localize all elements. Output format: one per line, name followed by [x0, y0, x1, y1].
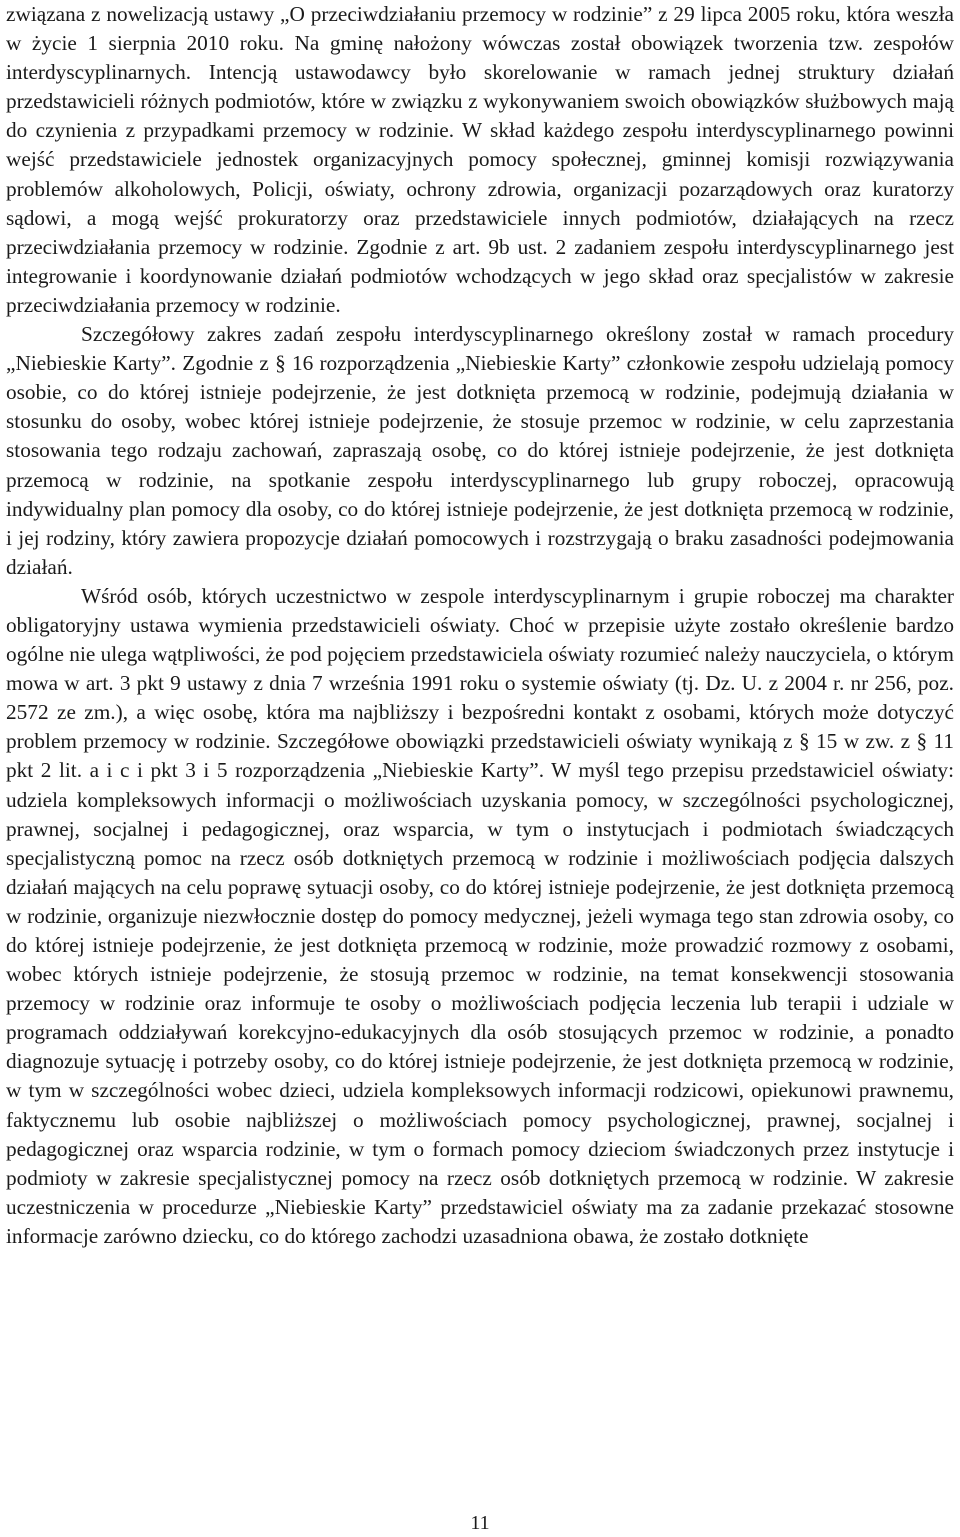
document-body: [6, 0, 954, 1251]
paragraph-1: związana z nowelizacją ustawy „O przeciwdziałaniu przemocy w rodzinie” z 29 lipca 2005 roku, która weszła w życie 1 sierpnia 2010 roku. Na gminę nałożony wówczas został obowiązek tworzenia tzw. zespołów interdyscyplinarnych. Intencją ustawodawcy było skorelowanie w ramach jednej struktury działań przedstawicieli różnych podmiotów, które w związku z wykonywaniem swoich obowiązków służbowych mają do czynienia z przypadkami przemocy w rodzinie. W skład każdego zespołu interdyscyplinarnego powinni wejść przedstawiciele jednostek organizacyjnych pomocy społecznej, gminnej komisji rozwiązywania problemów alkoholowych, Policji, oświaty, ochrony zdrowia, organizacji pozarządowych oraz kuratorzy sądowi, a mogą wejść prokuratorzy oraz przedstawiciele innych podmiotów, działających na rzecz przeciwdziałania przemocy w rodzinie. Zgodnie z art. 9b ust. 2 zadaniem zespołu interdyscyplinarnego jest integrowanie i koordynowanie działań podmiotów wchodzących w jego skład oraz specjalistów w zakresie przeciwdziałania przemocy w rodzinie.: [6, 2, 954, 317]
page-number: 11: [470, 1512, 490, 1534]
paragraph-3: Wśród osób, których uczestnictwo w zespole interdyscyplinarnym i grupie roboczej ma charakter obligatoryjny ustawa wymienia przedstawicieli oświaty. Choć w przepisie użyte zostało określenie bardzo ogólne nie ulega wątpliwości, że pod pojęciem przedstawiciela oświaty rozumieć należy nauczyciela, o którym mowa w art. 3 pkt 9 ustawy z dnia 7 września 1991 roku o systemie oświaty (tj. Dz. U. z 2004 r. nr 256, poz. 2572 ze zm.), a więc osobę, która ma najbliższy i bezpośredni kontakt z osobami, których może dotyczyć problem przemocy w rodzinie. Szczegółowe obowiązki przedstawicieli oświaty wynikają z § 15 w zw. z § 11 pkt 2 lit. a i c i pkt 3 i 5 rozporządzenia „Niebieskie Karty”. W myśl tego przepisu przedstawiciel oświaty: udziela kompleksowych informacji o możliwościach uzyskania pomocy, w szczególności psychologicznej, prawnej, socjalnej i pedagogicznej, oraz wsparcia, w tym o instytucjach i podmiotach świadczących specjalistyczną pomoc na rzecz osób dotkniętych przemocą w rodzinie i możliwościach podjęcia dalszych działań mających na celu poprawę sytuacji osoby, co do której istnieje podejrzenie, że jest dotknięta przemocą w rodzinie, organizuje niezwłocznie dostęp do pomocy medycznej, jeżeli wymaga tego stan zdrowia osoby, co do której istnieje podejrzenie, że jest dotknięta przemocą w rodzinie, może prowadzić rozmowy z osobami, wobec których istnieje podejrzenie, że stosują przemoc w rodzinie, na temat konsekwencji stosowania przemocy w rodzinie oraz informuje te osoby o możliwościach podjęcia leczenia lub terapii i udziale w programach oddziaływań korekcyjno-edukacyjnych dla osób stosujących przemoc w rodzinie, a ponadto diagnozuje sytuację i potrzeby osoby, co do której istnieje podejrzenie, że jest dotknięta przemocą w rodzinie, w tym w szczególności wobec dzieci, udziela kompleksowych informacji rodzicowi, opiekunowi prawnemu, faktycznemu lub osobie najbliższej o możliwościach pomocy psychologicznej, prawnej, socjalnej i pedagogicznej oraz wsparcia rodzinie, w tym o formach pomocy dzieciom świadczonych przez instytucje i podmioty w zakresie specjalistycznej pomocy na rzecz osób dotkniętych przemocą w rodzinie. W zakresie uczestniczenia w procedurze „Niebieskie Karty” przedstawiciel oświaty ma za zadanie przekazać stosowne informacje zarówno dziecku, co do którego zachodzi uzasadniona obawa, że zostało dotknięte: [6, 583, 954, 1248]
paragraph-2: Szczegółowy zakres zadań zespołu interdyscyplinarnego określony został w ramach procedury „Niebieskie Karty”. Zgodnie z § 16 rozporządzenia „Niebieskie Karty” członkowie zespołu udzielają pomocy osobie, co do której istnieje podejrzenie, że jest dotknięta przemocą w rodzinie, podejmują działania w stosunku do osoby, wobec której istnieje podejrzenie, że stosuje przemoc w rodzinie, w celu zaprzestania stosowania tego rodzaju zachowań, zapraszają osobę, co do której istnieje podejrzenie, że jest dotknięta przemocą w rodzinie, na spotkanie zespołu interdyscyplinarnego lub grupy roboczej, opracowują indywidualny plan pomocy dla osoby, co do której istnieje podejrzenie, że jest dotknięta przemocą w rodzinie, i jej rodziny, który zawiera propozycje działań pomocowych i rozstrzygają o braku zasadności podejmowania działań.: [6, 322, 954, 579]
